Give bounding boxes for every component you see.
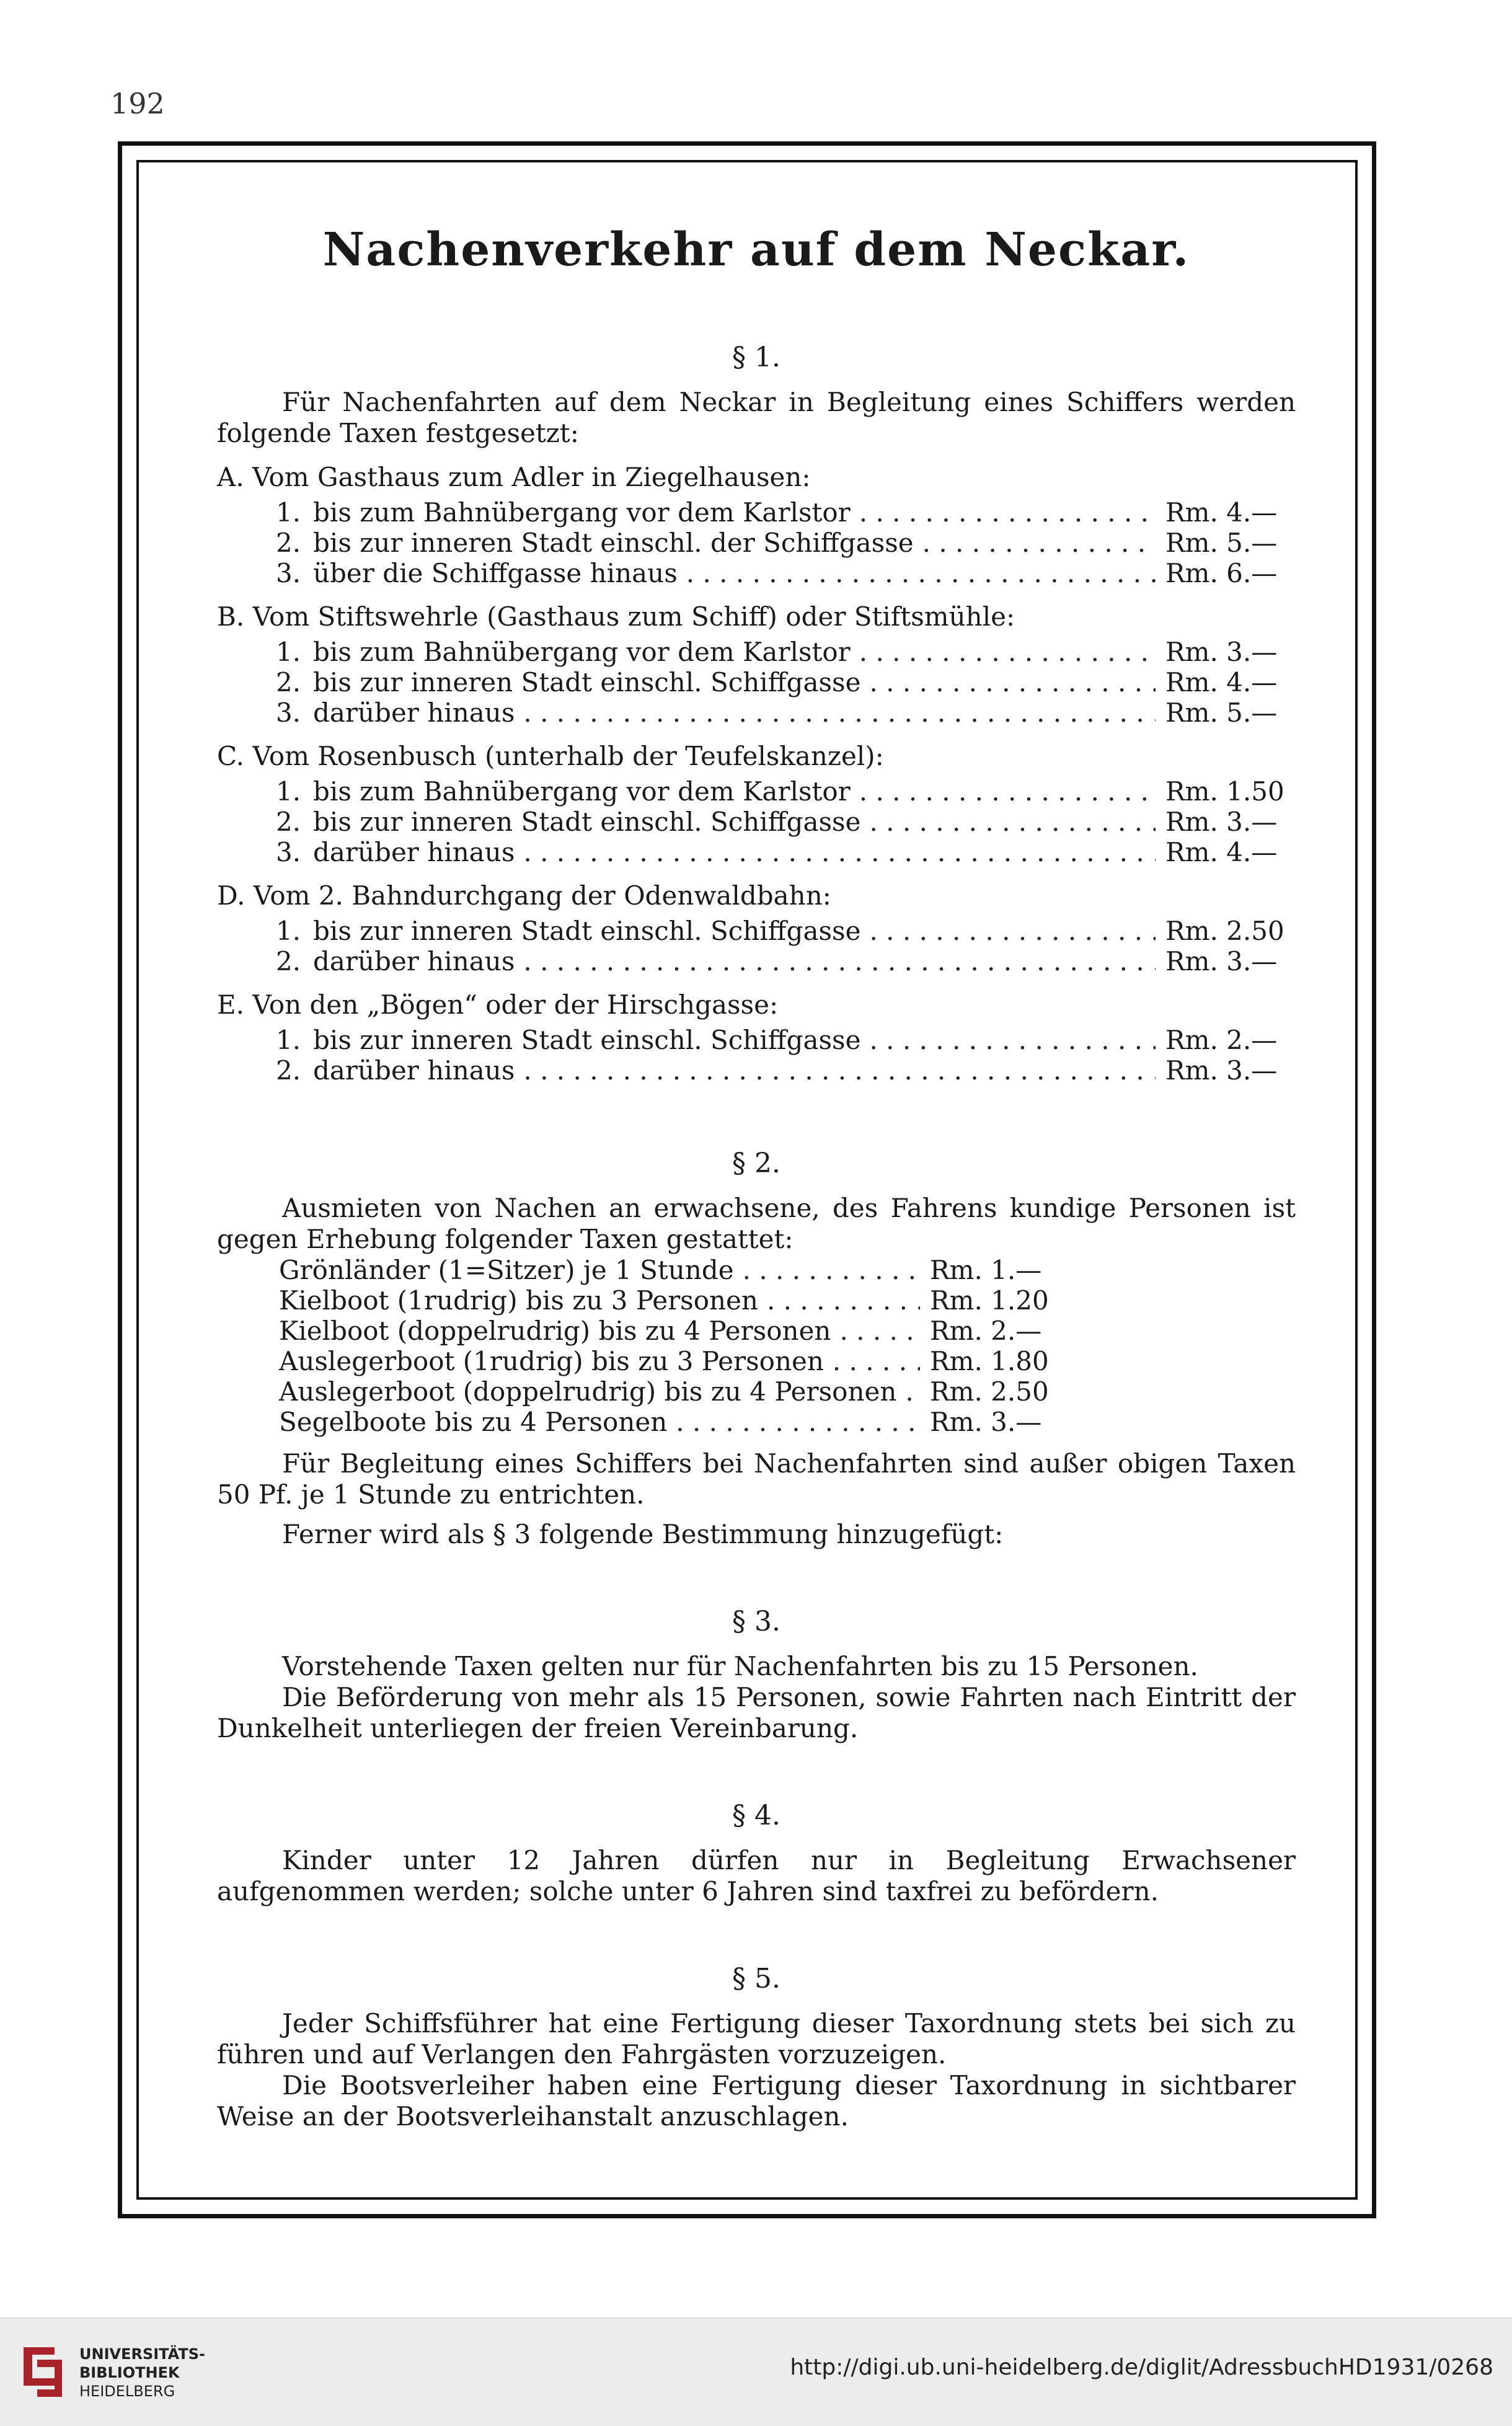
route-number: 3. (276, 697, 301, 728)
boat-rate-row (279, 1346, 1060, 1376)
route-list (276, 497, 1296, 588)
route-number: 3. (276, 558, 301, 588)
section-paragraph: Kinder unter 12 Jahren dürfen nur in Begleitung Erwachsener aufgenommen werden; solche unter 6 Jahren sind taxfrei zu befördern. (217, 1845, 1296, 1906)
boat-rate-row (279, 1316, 1060, 1346)
route-number: 2. (276, 807, 301, 837)
section-heading: § 5. (732, 1963, 780, 1994)
dot-leader (515, 1055, 1156, 1086)
section-heading: § 1. (732, 342, 780, 373)
route-price: Rm. 2.50 (1165, 916, 1284, 946)
route-row (276, 697, 1296, 728)
dot-leader (831, 1316, 920, 1346)
logo-line: UNIVERSITÄTS- (79, 2345, 206, 2363)
route-list (276, 637, 1296, 728)
route-description: bis zum Bahnübergang vor dem Karlstor (313, 776, 851, 807)
route-row (276, 776, 1296, 807)
route-description: bis zur inneren Stadt einschl. Schiffgasse (313, 1025, 861, 1055)
boat-price: Rm. 1.20 (930, 1285, 1049, 1316)
route-price: Rm. 5.— (1165, 697, 1278, 728)
dot-leader (860, 807, 1156, 837)
route-description: bis zum Bahnübergang vor dem Karlstor (313, 637, 851, 667)
route-row (276, 528, 1296, 558)
route-description: bis zur inneren Stadt einschl. Schiffgasse (313, 667, 861, 697)
route-description: bis zur inneren Stadt einschl. Schiffgasse (313, 916, 861, 946)
section-paragraph: Die Beförderung von mehr als 15 Personen, sowie Fahrten nach Eintritt der Dunkelheit unterliegen der freien Vereinbarung. (217, 1682, 1296, 1743)
page-number: 192 (110, 87, 165, 120)
boat-price: Rm. 3.— (930, 1407, 1042, 1437)
route-price: Rm. 5.— (1165, 528, 1278, 558)
dot-leader (678, 558, 1156, 588)
section-heading: § 2. (732, 1148, 780, 1179)
route-group (217, 461, 1296, 588)
boat-description: Auslegerboot (1rudrig) bis zu 3 Personen (279, 1346, 824, 1376)
boat-price: Rm. 1.— (930, 1255, 1042, 1285)
footer-bar (0, 2318, 1512, 2426)
route-list (276, 1025, 1296, 1086)
route-list (276, 916, 1296, 976)
section-note: Ferner wird als § 3 folgende Bestimmung hinzugefügt: (282, 1519, 1004, 1549)
boat-description: Kielboot (doppelrudrig) bis zu 4 Personen (279, 1316, 831, 1346)
dot-leader (515, 946, 1156, 976)
route-price: Rm. 3.— (1165, 946, 1278, 976)
route-row (276, 637, 1296, 667)
route-description: darüber hinaus (313, 946, 515, 976)
dot-leader (851, 637, 1156, 667)
route-description: bis zur inneren Stadt einschl. Schiffgasse (313, 807, 861, 837)
logo-line: HEIDELBERG (79, 2383, 175, 2400)
section-heading: § 4. (732, 1800, 780, 1831)
dot-leader (515, 697, 1156, 728)
route-row (276, 916, 1296, 946)
section-paragraph: Vorstehende Taxen gelten nur für Nachenfahrten bis zu 15 Personen. (282, 1651, 1198, 1681)
route-price: Rm. 3.— (1165, 1055, 1278, 1086)
route-group-title: E. Von den „Bögen“ oder der Hirschgasse: (217, 989, 779, 1020)
route-list (276, 776, 1296, 867)
route-group (217, 880, 1296, 976)
route-row (276, 807, 1296, 837)
route-number: 1. (276, 637, 301, 667)
route-row (276, 837, 1296, 867)
route-description: bis zum Bahnübergang vor dem Karlstor (313, 497, 851, 528)
route-description: darüber hinaus (313, 837, 515, 867)
dot-leader (860, 1025, 1156, 1055)
route-row (276, 1025, 1296, 1055)
route-price: Rm. 6.— (1165, 558, 1278, 588)
section-heading: § 3. (732, 1606, 780, 1637)
route-group-title: B. Vom Stiftswehrle (Gasthaus zum Schiff) oder Stiftsmühle: (217, 601, 1015, 632)
library-logo-text (79, 2345, 205, 2401)
dot-leader (851, 497, 1156, 528)
boat-description: Grönländer (1=Sitzer) je 1 Stunde (279, 1255, 734, 1285)
dot-leader (515, 837, 1156, 867)
dot-leader (896, 1376, 920, 1407)
route-price: Rm. 3.— (1165, 637, 1278, 667)
boat-rate-row (279, 1285, 1060, 1316)
section-note: Für Begleitung eines Schiffers bei Nachenfahrten sind außer obigen Taxen 50 Pf. je 1 Stunde zu entrichten. (217, 1448, 1296, 1510)
library-logo-icon (17, 2341, 67, 2403)
section-intro: Ausmieten von Nachen an erwachsene, des Fahrens kundige Personen ist gegen Erhebung folgender Taxen gestattet: (217, 1193, 1296, 1254)
route-price: Rm. 2.— (1165, 1025, 1278, 1055)
route-group (217, 740, 1296, 867)
route-row (276, 497, 1296, 528)
dot-leader (758, 1285, 920, 1316)
dot-leader (667, 1407, 920, 1437)
route-description: bis zur inneren Stadt einschl. der Schiffgasse (313, 528, 914, 558)
dot-leader (914, 528, 1156, 558)
route-row (276, 667, 1296, 697)
route-number: 2. (276, 528, 301, 558)
boat-price: Rm. 1.80 (930, 1346, 1049, 1376)
boat-description: Segelboote bis zu 4 Personen (279, 1407, 668, 1437)
route-number: 2. (276, 1055, 301, 1086)
dot-leader (860, 916, 1156, 946)
boat-price: Rm. 2.50 (930, 1376, 1049, 1407)
section-paragraph: Die Bootsverleiher haben eine Fertigung dieser Taxordnung in sichtbarer Weise an der Bootsverleihanstalt anzuschlagen. (217, 2070, 1296, 2132)
boat-price: Rm. 2.— (930, 1316, 1042, 1346)
route-group-title: A. Vom Gasthaus zum Adler in Ziegelhausen: (217, 462, 811, 492)
section-intro: Für Nachenfahrten auf dem Neckar in Begleitung eines Schiffers werden folgende Taxen festgesetzt: (217, 387, 1296, 448)
route-group-title: C. Vom Rosenbusch (unterhalb der Teufelskanzel): (217, 741, 884, 771)
route-group (217, 989, 1296, 1086)
section-3 (217, 1606, 1296, 1744)
route-number: 1. (276, 776, 301, 807)
route-description: darüber hinaus (313, 697, 515, 728)
boat-rate-row (279, 1407, 1060, 1437)
boat-rate-row (279, 1255, 1060, 1285)
route-description: darüber hinaus (313, 1055, 515, 1086)
section-5 (217, 1963, 1296, 2132)
boat-rate-row (279, 1376, 1060, 1407)
route-number: 1. (276, 1025, 301, 1055)
section-1 (217, 342, 1296, 1086)
section-4 (217, 1800, 1296, 1907)
dot-leader (824, 1346, 920, 1376)
source-url-link[interactable]: http://digi.ub.uni-heidelberg.de/diglit/AdressbuchHD1931/0268 (790, 2355, 1493, 2380)
page-title: Nachenverkehr auf dem Neckar. (322, 223, 1190, 277)
route-price: Rm. 4.— (1165, 837, 1278, 867)
route-price: Rm. 4.— (1165, 667, 1278, 697)
dot-leader (851, 776, 1156, 807)
route-price: Rm. 3.— (1165, 807, 1278, 837)
route-number: 1. (276, 497, 301, 528)
boat-description: Kielboot (1rudrig) bis zu 3 Personen (279, 1285, 758, 1316)
boat-description: Auslegerboot (doppelrudrig) bis zu 4 Personen (279, 1376, 897, 1407)
dot-leader (734, 1255, 920, 1285)
section-2 (217, 1148, 1296, 1550)
route-price: Rm. 1.50 (1165, 776, 1284, 807)
route-number: 3. (276, 837, 301, 867)
route-group (217, 601, 1296, 728)
route-number: 1. (276, 916, 301, 946)
route-number: 2. (276, 667, 301, 697)
route-groups (217, 461, 1296, 1086)
boat-rate-list (279, 1255, 1060, 1437)
document-body (217, 223, 1296, 2132)
logo-line: BIBLIOTHEK (79, 2364, 180, 2381)
route-group-title: D. Vom 2. Bahndurchgang der Odenwaldbahn: (217, 880, 831, 911)
dot-leader (860, 667, 1156, 697)
route-number: 2. (276, 946, 301, 976)
route-row (276, 1055, 1296, 1086)
route-description: über die Schiffgasse hinaus (313, 558, 678, 588)
route-row (276, 558, 1296, 588)
route-price: Rm. 4.— (1165, 497, 1278, 528)
section-paragraph: Jeder Schiffsführer hat eine Fertigung dieser Taxordnung stets bei sich zu führen und auf Verlangen den Fahrgästen vorzuzeigen. (217, 2008, 1296, 2070)
route-row (276, 946, 1296, 976)
